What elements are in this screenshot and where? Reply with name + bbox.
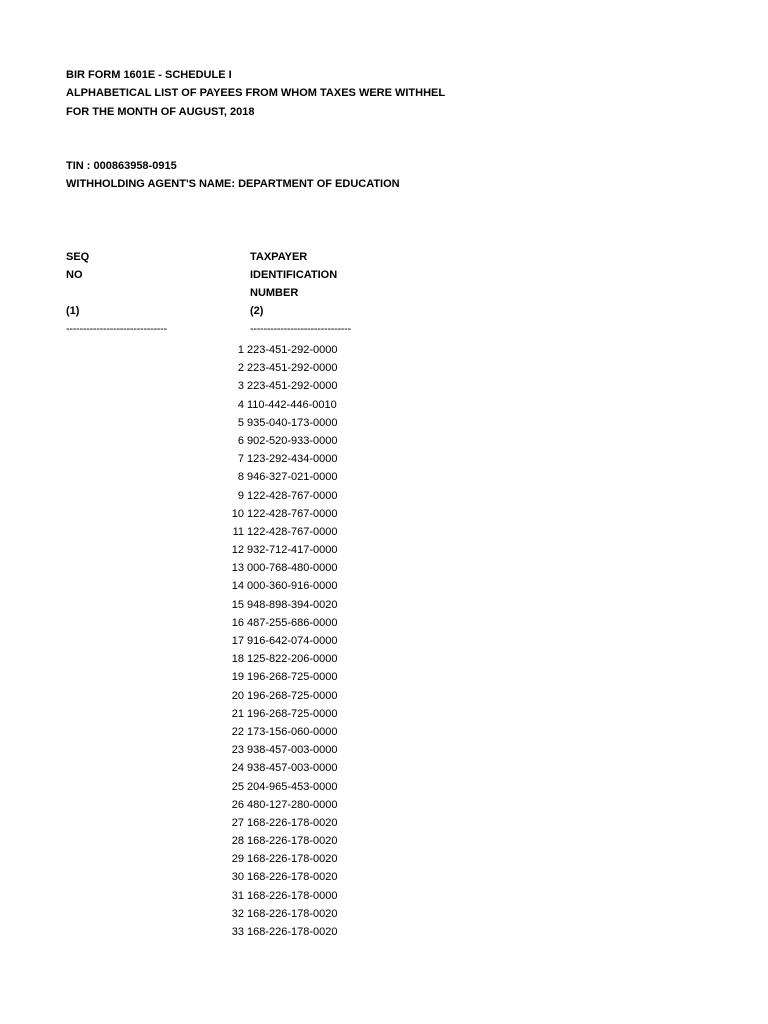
seq-number: 25 bbox=[231, 780, 244, 793]
table-row bbox=[200, 577, 400, 595]
table-row bbox=[200, 668, 400, 686]
taxpayer-tin: 223-451-292-0000 bbox=[247, 380, 338, 393]
taxpayer-tin: 196-268-725-0000 bbox=[247, 671, 338, 684]
tin-header-line1: TAXPAYER bbox=[250, 251, 308, 263]
seq-number: 27 bbox=[231, 816, 244, 829]
table-row bbox=[200, 923, 400, 941]
table-row bbox=[200, 359, 400, 377]
table-row bbox=[200, 650, 400, 668]
taxpayer-tin: 168-226-178-0020 bbox=[247, 871, 338, 884]
seq-number: 28 bbox=[231, 835, 244, 848]
taxpayer-tin: 487-255-686-0000 bbox=[247, 616, 338, 629]
taxpayer-tin: 204-965-453-0000 bbox=[247, 780, 338, 793]
taxpayer-tin: 168-226-178-0020 bbox=[247, 926, 338, 938]
seq-number: 1 bbox=[237, 344, 244, 356]
seq-header-number: (1) bbox=[66, 305, 80, 317]
taxpayer-tin: 948-898-394-0020 bbox=[247, 598, 338, 611]
seq-number: 15 bbox=[231, 598, 244, 611]
taxpayer-tin: 000-768-480-0000 bbox=[247, 562, 338, 575]
payee-list bbox=[200, 341, 400, 941]
taxpayer-tin: 932-712-417-0000 bbox=[247, 544, 338, 557]
seq-number: 13 bbox=[231, 562, 244, 575]
seq-number: 11 bbox=[232, 525, 244, 538]
taxpayer-tin: 938-457-003-0000 bbox=[247, 744, 338, 757]
taxpayer-tin: 196-268-725-0000 bbox=[247, 707, 338, 720]
seq-number: 6 bbox=[237, 434, 244, 447]
taxpayer-tin: 938-457-003-0000 bbox=[247, 762, 338, 775]
seq-number: 3 bbox=[237, 380, 244, 393]
table-row bbox=[200, 868, 400, 886]
seq-header-line1: SEQ bbox=[66, 251, 90, 263]
taxpayer-tin: 168-226-178-0020 bbox=[247, 835, 338, 848]
taxpayer-tin: 902-520-933-0000 bbox=[247, 434, 338, 447]
list-title: ALPHABETICAL LIST OF PAYEES FROM WHOM TAXES WERE WITHHEL bbox=[66, 87, 446, 99]
taxpayer-tin: 110-442-446-0010 bbox=[247, 398, 337, 411]
table-row bbox=[200, 523, 400, 541]
table-row bbox=[200, 468, 400, 486]
seq-number: 32 bbox=[231, 907, 244, 920]
table-row bbox=[200, 450, 400, 468]
seq-number: 20 bbox=[231, 689, 244, 702]
table-row bbox=[200, 850, 400, 868]
taxpayer-tin: 935-040-173-0000 bbox=[247, 416, 338, 429]
taxpayer-tin: 122-428-767-0000 bbox=[247, 525, 338, 538]
taxpayer-tin: 168-226-178-0020 bbox=[247, 907, 338, 920]
taxpayer-tin: 168-226-178-0020 bbox=[247, 853, 338, 866]
table-row bbox=[200, 596, 400, 614]
form-title: BIR FORM 1601E - SCHEDULE I bbox=[66, 69, 232, 81]
seq-number: 17 bbox=[231, 635, 244, 647]
seq-number: 2 bbox=[237, 362, 244, 375]
seq-number: 26 bbox=[231, 798, 244, 811]
table-row bbox=[200, 687, 400, 705]
seq-number: 7 bbox=[237, 453, 244, 466]
tin-header-number: (2) bbox=[250, 305, 264, 317]
seq-number: 24 bbox=[231, 762, 244, 775]
table-row bbox=[200, 487, 400, 505]
seq-header-divider: ------------------------------ bbox=[66, 323, 167, 335]
table-row bbox=[200, 814, 400, 832]
table-row bbox=[200, 778, 400, 796]
seq-number: 8 bbox=[237, 471, 244, 484]
taxpayer-tin: 123-292-434-0000 bbox=[247, 453, 338, 466]
seq-number: 12 bbox=[231, 544, 244, 557]
table-row bbox=[200, 796, 400, 814]
table-row bbox=[200, 705, 400, 723]
agent-name: WITHHOLDING AGENT'S NAME: DEPARTMENT OF EDUCATION bbox=[66, 178, 400, 190]
seq-number: 30 bbox=[231, 871, 244, 884]
seq-number: 10 bbox=[231, 507, 244, 520]
seq-number: 33 bbox=[231, 926, 244, 938]
table-row bbox=[200, 723, 400, 741]
table-row bbox=[200, 396, 400, 414]
seq-number: 22 bbox=[231, 725, 244, 738]
seq-number: 9 bbox=[237, 489, 244, 502]
taxpayer-tin: 196-268-725-0000 bbox=[247, 689, 338, 702]
taxpayer-tin: 223-451-292-0000 bbox=[247, 344, 338, 356]
taxpayer-tin: 916-642-074-0000 bbox=[247, 635, 338, 647]
tin-header-line2: IDENTIFICATION bbox=[250, 269, 338, 281]
table-row bbox=[200, 432, 400, 450]
taxpayer-tin: 125-822-206-0000 bbox=[247, 653, 338, 666]
taxpayer-tin: 122-428-767-0000 bbox=[247, 507, 338, 520]
tin-label: TIN : 000863958-0915 bbox=[66, 160, 177, 172]
table-row bbox=[200, 887, 400, 905]
taxpayer-tin: 173-156-060-0000 bbox=[247, 725, 338, 738]
taxpayer-tin: 168-226-178-0000 bbox=[247, 889, 338, 902]
taxpayer-tin: 000-360-916-0000 bbox=[247, 580, 338, 593]
seq-number: 21 bbox=[231, 707, 244, 720]
table-row bbox=[200, 632, 400, 650]
tin-header-divider: ------------------------------ bbox=[250, 323, 351, 335]
taxpayer-tin: 946-327-021-0000 bbox=[247, 471, 338, 484]
table-row bbox=[200, 559, 400, 577]
taxpayer-tin: 168-226-178-0020 bbox=[247, 816, 338, 829]
table-row bbox=[200, 614, 400, 632]
table-row bbox=[200, 759, 400, 777]
taxpayer-tin: 122-428-767-0000 bbox=[247, 489, 338, 502]
seq-header-line2: NO bbox=[66, 269, 83, 281]
table-row bbox=[200, 505, 400, 523]
seq-number: 4 bbox=[237, 398, 244, 411]
seq-number: 23 bbox=[231, 744, 244, 757]
seq-number: 29 bbox=[231, 853, 244, 866]
period-label: FOR THE MONTH OF AUGUST, 2018 bbox=[66, 106, 255, 118]
table-row bbox=[200, 377, 400, 395]
tin-header-line3: NUMBER bbox=[250, 287, 299, 299]
taxpayer-tin: 480-127-280-0000 bbox=[247, 798, 338, 811]
table-row bbox=[200, 541, 400, 559]
seq-number: 14 bbox=[231, 580, 244, 593]
seq-number: 19 bbox=[231, 671, 244, 684]
table-row bbox=[200, 832, 400, 850]
table-row bbox=[200, 341, 400, 359]
table-row bbox=[200, 414, 400, 432]
seq-number: 5 bbox=[237, 416, 244, 429]
seq-number: 31 bbox=[231, 889, 244, 902]
seq-number: 16 bbox=[231, 616, 244, 629]
taxpayer-tin: 223-451-292-0000 bbox=[247, 362, 338, 375]
table-row bbox=[200, 905, 400, 923]
seq-number: 18 bbox=[231, 653, 244, 666]
table-row bbox=[200, 741, 400, 759]
